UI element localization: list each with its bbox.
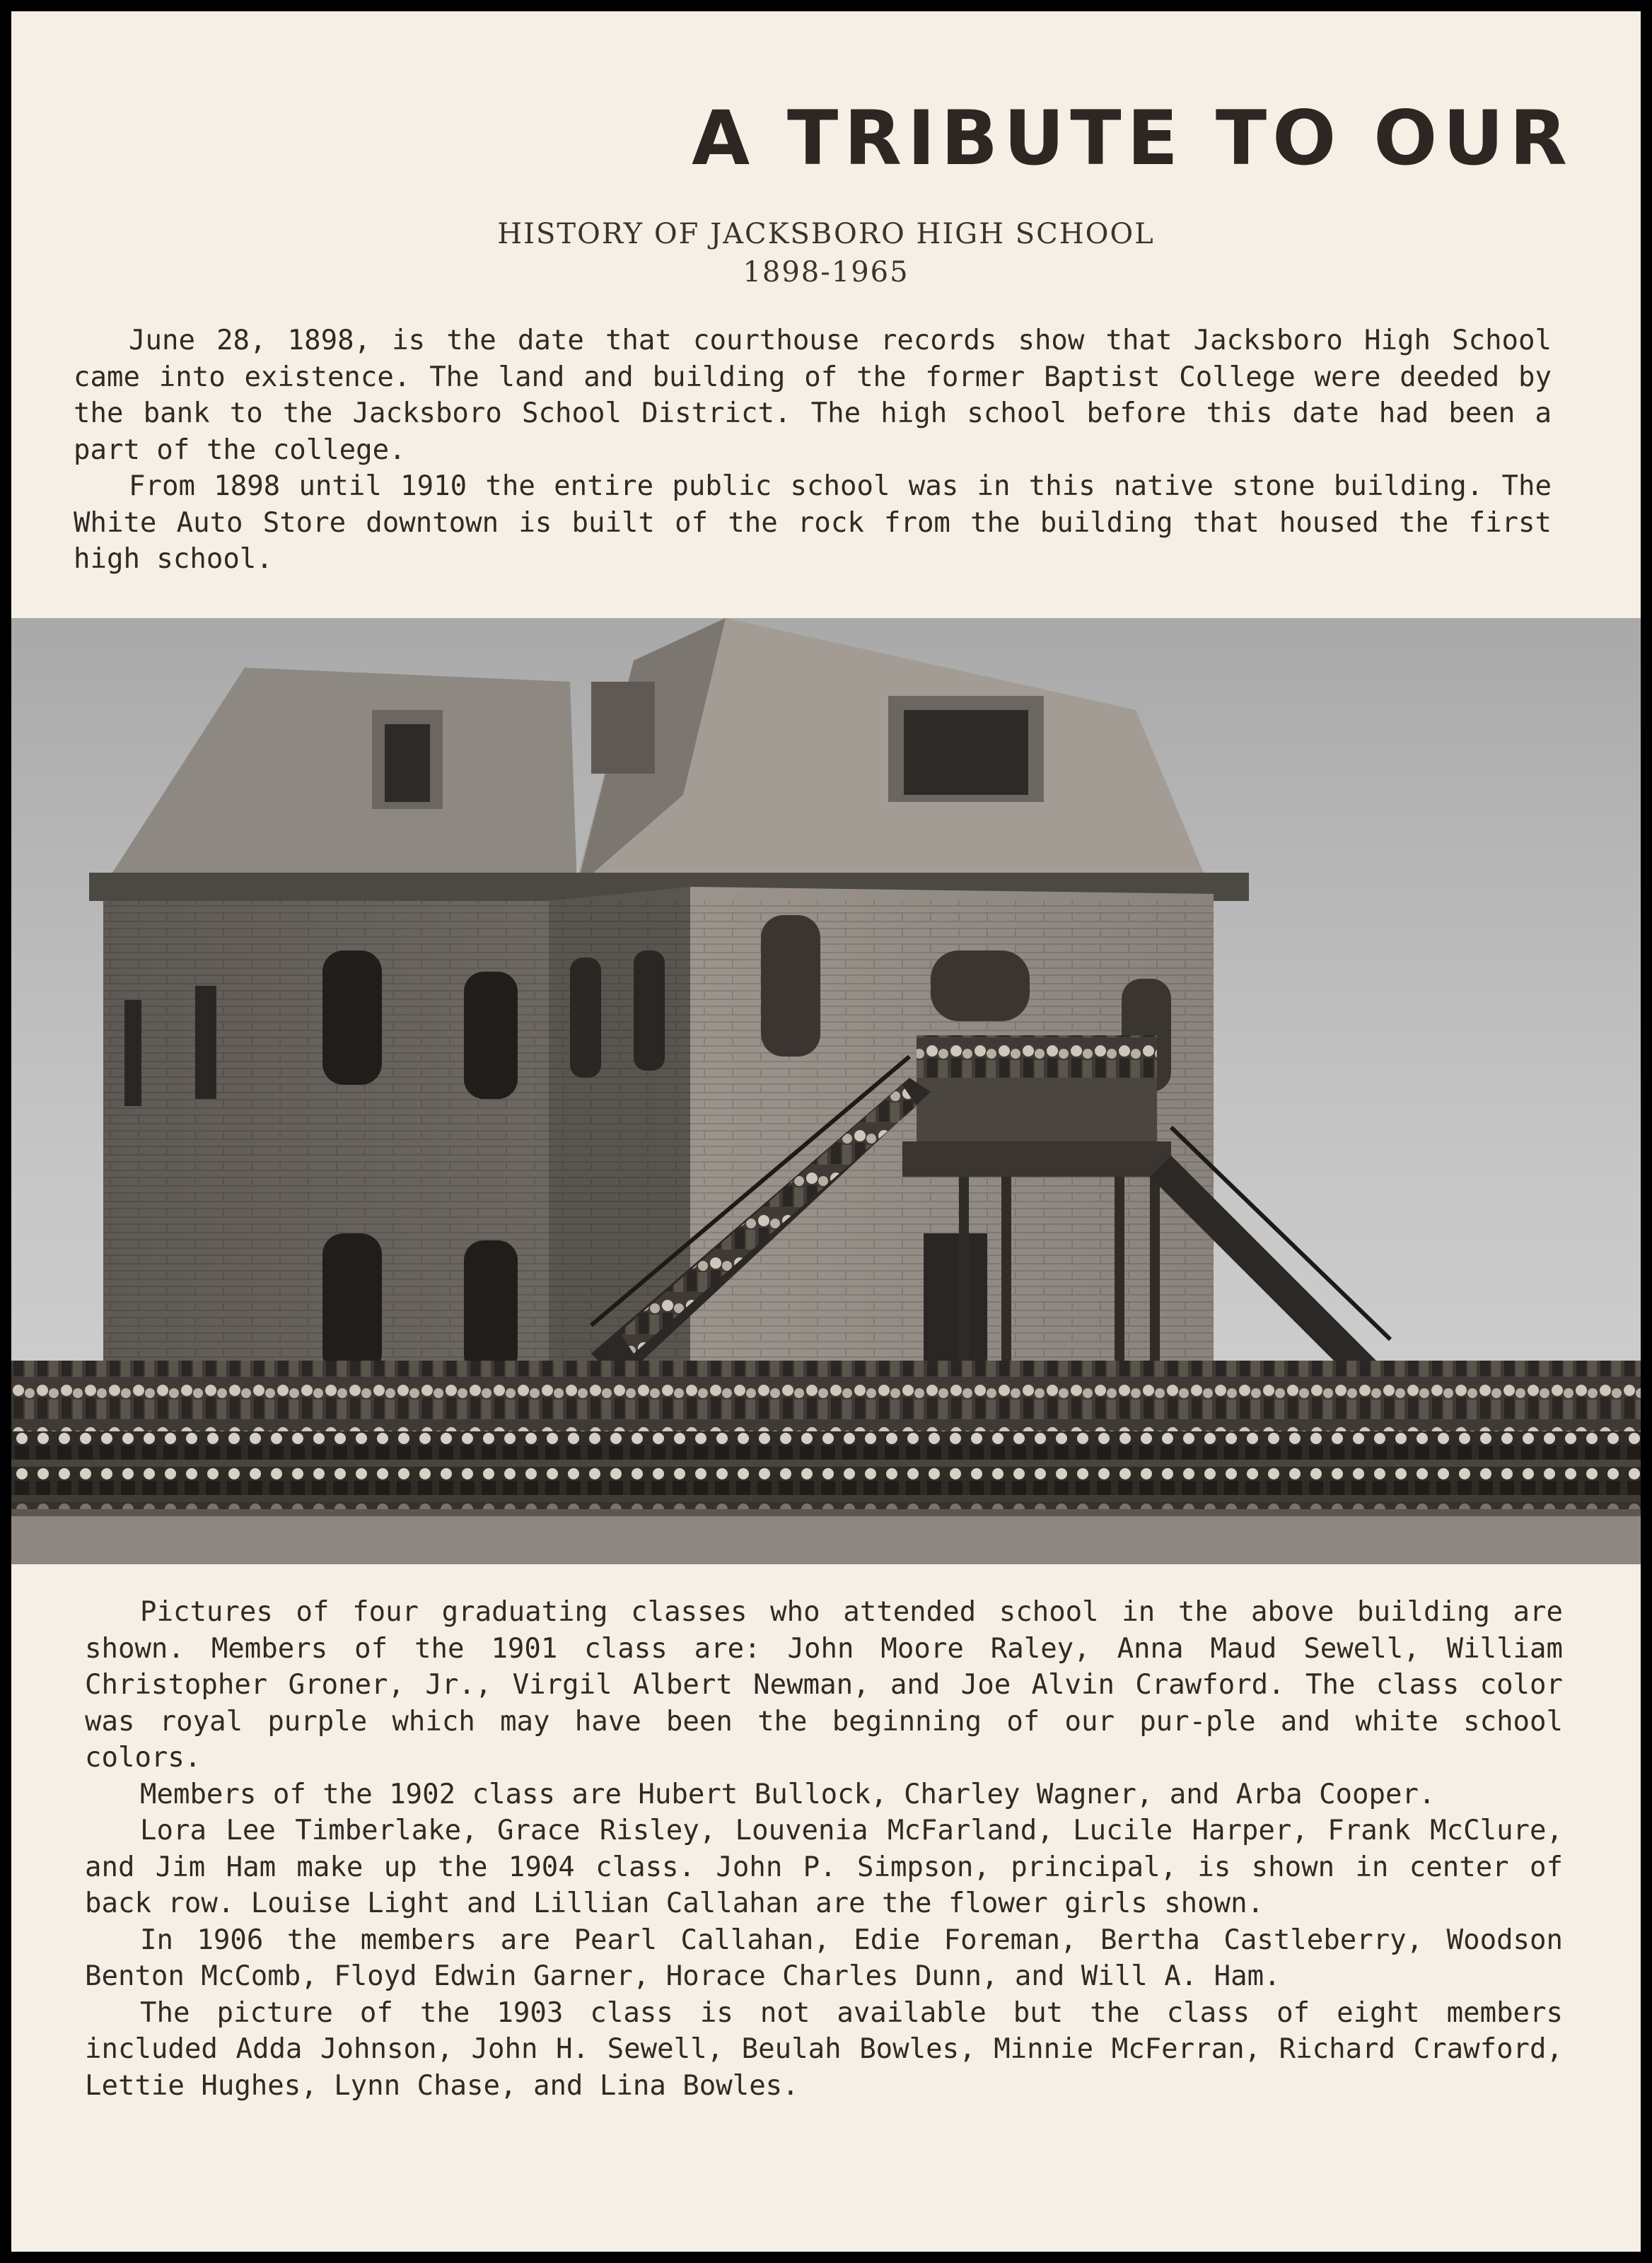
- intro-text: [74, 322, 1552, 578]
- classes-paragraph: The picture of the 1903 class is not available but the class of eight members included Adda Johnson, John H. Sewell, Beulah Bowles, Minnie McFerran, Richard Crawford, Lettie Hughes, Lynn Chase, and Lina Bowles.: [85, 1996, 1563, 2102]
- intro-paragraph: From 1898 until 1910 the entire public school was in this native stone building. The White Auto Store downtown is built of the rock from the building that housed the first high school.: [74, 470, 1552, 575]
- classes-paragraph: Pictures of four graduating classes who attended school in the above building are shown. Members of the 1901 class are: John Moore Raley, Anna Maud Sewell, William Christopher Groner, Jr., Virgil Albert Newman, and Joe Alvin Crawford. The class color was royal purple which may have been the beginning of our pur-ple and white school colors.: [85, 1596, 1563, 1774]
- classes-paragraph: In 1906 the members are Pearl Callahan, Edie Foreman, Bertha Castleberry, Woodson Benton McComb, Floyd Edwin Garner, Horace Charles Dunn, and Will A. Ham.: [85, 1924, 1563, 1992]
- classes-paragraph: Members of the 1902 class are Hubert Bullock, Charley Wagner, and Arba Cooper.: [140, 1778, 1436, 1810]
- classes-paragraph: Lora Lee Timberlake, Grace Risley, Louvenia McFarland, Lucile Harper, Frank McClure, and Jim Ham make up the 1904 class. John P. Simpson, principal, is shown in center of back row. Louise Light and Lillian Callahan are the flower girls shown.: [85, 1815, 1563, 1919]
- classes-text: [85, 1594, 1563, 2104]
- history-heading: [11, 215, 1641, 291]
- page-headline: A TRIBUTE TO OUR: [692, 95, 1573, 182]
- history-years: 1898-1965: [743, 256, 909, 289]
- yearbook-page: [11, 11, 1641, 2252]
- school-building-photo: [11, 618, 1641, 1564]
- history-title: HISTORY OF JACKSBORO HIGH SCHOOL: [497, 218, 1155, 250]
- intro-paragraph: June 28, 1898, is the date that courthouse records show that Jacksboro High School came into existence. The land and building of the former Baptist College were deeded by the bank to the Jacksboro School District. The high school before this date had been a part of the college.: [74, 325, 1552, 466]
